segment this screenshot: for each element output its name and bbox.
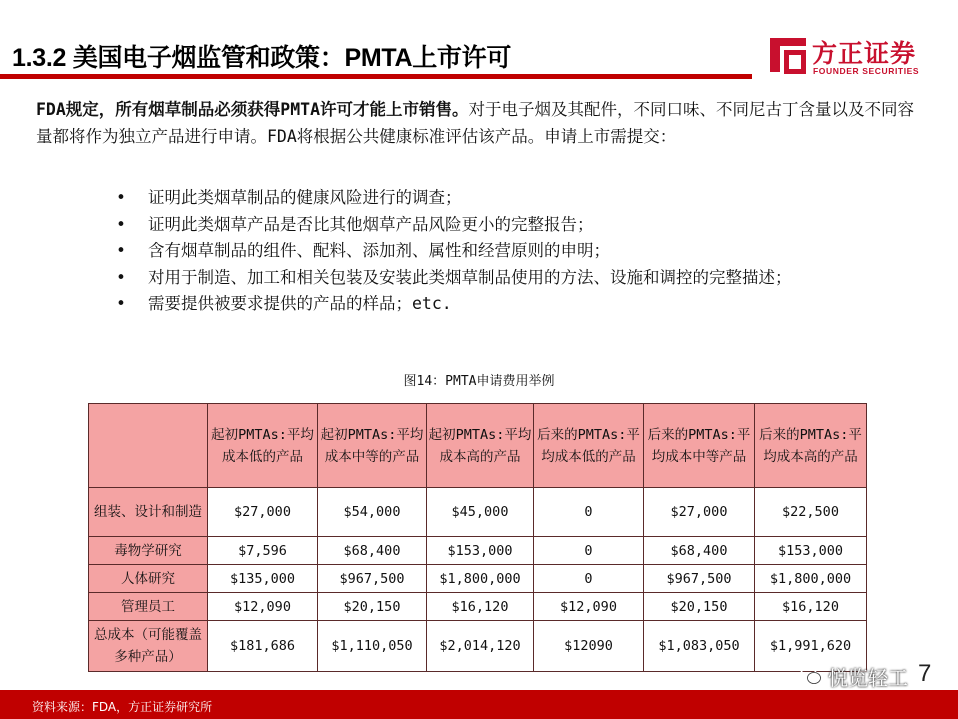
row-label: 总成本（可能覆盖多种产品）	[89, 621, 208, 672]
list-item-text: 证明此类烟草产品是否比其他烟草产品风险更小的完整报告；	[148, 214, 594, 234]
table-cell: $12,090	[208, 593, 318, 621]
table-cell: $1,110,050	[318, 621, 427, 672]
list-item	[116, 265, 876, 292]
bullet-icon: •	[116, 214, 126, 234]
table-cell: $12,090	[534, 593, 644, 621]
table-header-cell: 后来的PMTAs:平均成本高的产品	[755, 404, 867, 488]
founder-securities-logo	[768, 34, 953, 78]
table-header-cell: 起初PMTAs:平均成本低的产品	[208, 404, 318, 488]
table-cell: $153,000	[755, 537, 867, 565]
list-item	[116, 238, 876, 265]
bullet-icon: •	[116, 294, 126, 313]
table-cell: $1,800,000	[755, 565, 867, 593]
table-cell: 0	[534, 488, 644, 537]
table-cell: $7,596	[208, 537, 318, 565]
table-cell: $45,000	[427, 488, 534, 537]
table-row	[89, 621, 867, 672]
table-cell: $135,000	[208, 565, 318, 593]
table-cell: $27,000	[644, 488, 755, 537]
table-cell: $54,000	[318, 488, 427, 537]
table-cell: $967,500	[644, 565, 755, 593]
table-header-cell: 后来的PMTAs:平均成本低的产品	[534, 404, 644, 488]
page-number: 7	[918, 660, 932, 687]
table-cell: $22,500	[755, 488, 867, 537]
table-cell: $1,800,000	[427, 565, 534, 593]
list-item-text: 含有烟草制品的组件、配料、添加剂、属性和经营原则的申明；	[148, 241, 610, 260]
page-title: 1.3.2 美国电子烟监管和政策：PMTA上市许可	[12, 44, 512, 72]
table-cell: $181,686	[208, 621, 318, 672]
table-cell: $1,991,620	[755, 621, 867, 672]
table-cell: 0	[534, 537, 644, 565]
row-label: 毒物学研究	[89, 537, 208, 565]
table-row	[89, 565, 867, 593]
table-row	[89, 537, 867, 565]
table-header-cell: 后来的PMTAs:平均成本中等产品	[644, 404, 755, 488]
list-item	[116, 291, 876, 318]
table-header-cell: 起初PMTAs:平均成本高的产品	[427, 404, 534, 488]
table-cell: $2,014,120	[427, 621, 534, 672]
table-row	[89, 593, 867, 621]
list-item-text: 需要提供被要求提供的产品的样品；etc.	[148, 294, 452, 313]
wechat-icon	[800, 666, 822, 686]
table-header-cell: 起初PMTAs:平均成本中等的产品	[318, 404, 427, 488]
table-cell: $68,400	[644, 537, 755, 565]
table-cell: $12090	[534, 621, 644, 672]
table-cell: $20,150	[318, 593, 427, 621]
requirement-list	[116, 185, 876, 318]
table-header-row	[89, 404, 867, 488]
logo-chinese-name: 方正证券	[812, 39, 917, 68]
source-note: 资料来源：FDA，方正证券研究所	[32, 700, 213, 714]
watermark-text: 悦览轻工	[828, 665, 908, 690]
footer-bar	[0, 690, 958, 719]
list-item	[116, 185, 876, 212]
intro-rest: 对于电子烟及其配件，不同口味、不同尼古丁含量以及不同容量都将作为独立产品进行申请。FDA将根据公共健康标准评估该产品。申请上市需提交：	[36, 100, 915, 146]
list-item-text: 对用于制造、加工和相关包装及安装此类烟草制品使用的方法、设施和调控的完整描述；	[148, 267, 792, 287]
title-underline	[0, 74, 752, 79]
bullet-icon: •	[116, 267, 126, 287]
pmta-cost-table	[88, 403, 867, 672]
table-cell: $68,400	[318, 537, 427, 565]
table-cell: 0	[534, 565, 644, 593]
list-item-text: 证明此类烟草制品的健康风险进行的调查；	[148, 188, 462, 207]
watermark	[800, 662, 908, 690]
table-cell: $27,000	[208, 488, 318, 537]
table-cell: $16,120	[755, 593, 867, 621]
logo-english-name: FOUNDER SECURITIES	[813, 66, 920, 76]
table-cell: $20,150	[644, 593, 755, 621]
list-item	[116, 212, 876, 239]
founder-logo-icon	[768, 34, 808, 76]
table-cell: $153,000	[427, 537, 534, 565]
bullet-icon: •	[116, 188, 126, 207]
table-row	[89, 488, 867, 537]
bullet-icon: •	[116, 241, 126, 260]
row-label: 组装、设计和制造	[89, 488, 208, 537]
table-cell: $16,120	[427, 593, 534, 621]
row-label: 人体研究	[89, 565, 208, 593]
intro-paragraph	[36, 96, 916, 150]
table-cell: $967,500	[318, 565, 427, 593]
table-header-cell	[89, 404, 208, 488]
intro-lead: FDA规定，所有烟草制品必须获得PMTA许可才能上市销售。	[36, 100, 469, 119]
row-label: 管理员工	[89, 593, 208, 621]
table-cell: $1,083,050	[644, 621, 755, 672]
figure-caption: 图14：PMTA申请费用举例	[403, 374, 555, 389]
